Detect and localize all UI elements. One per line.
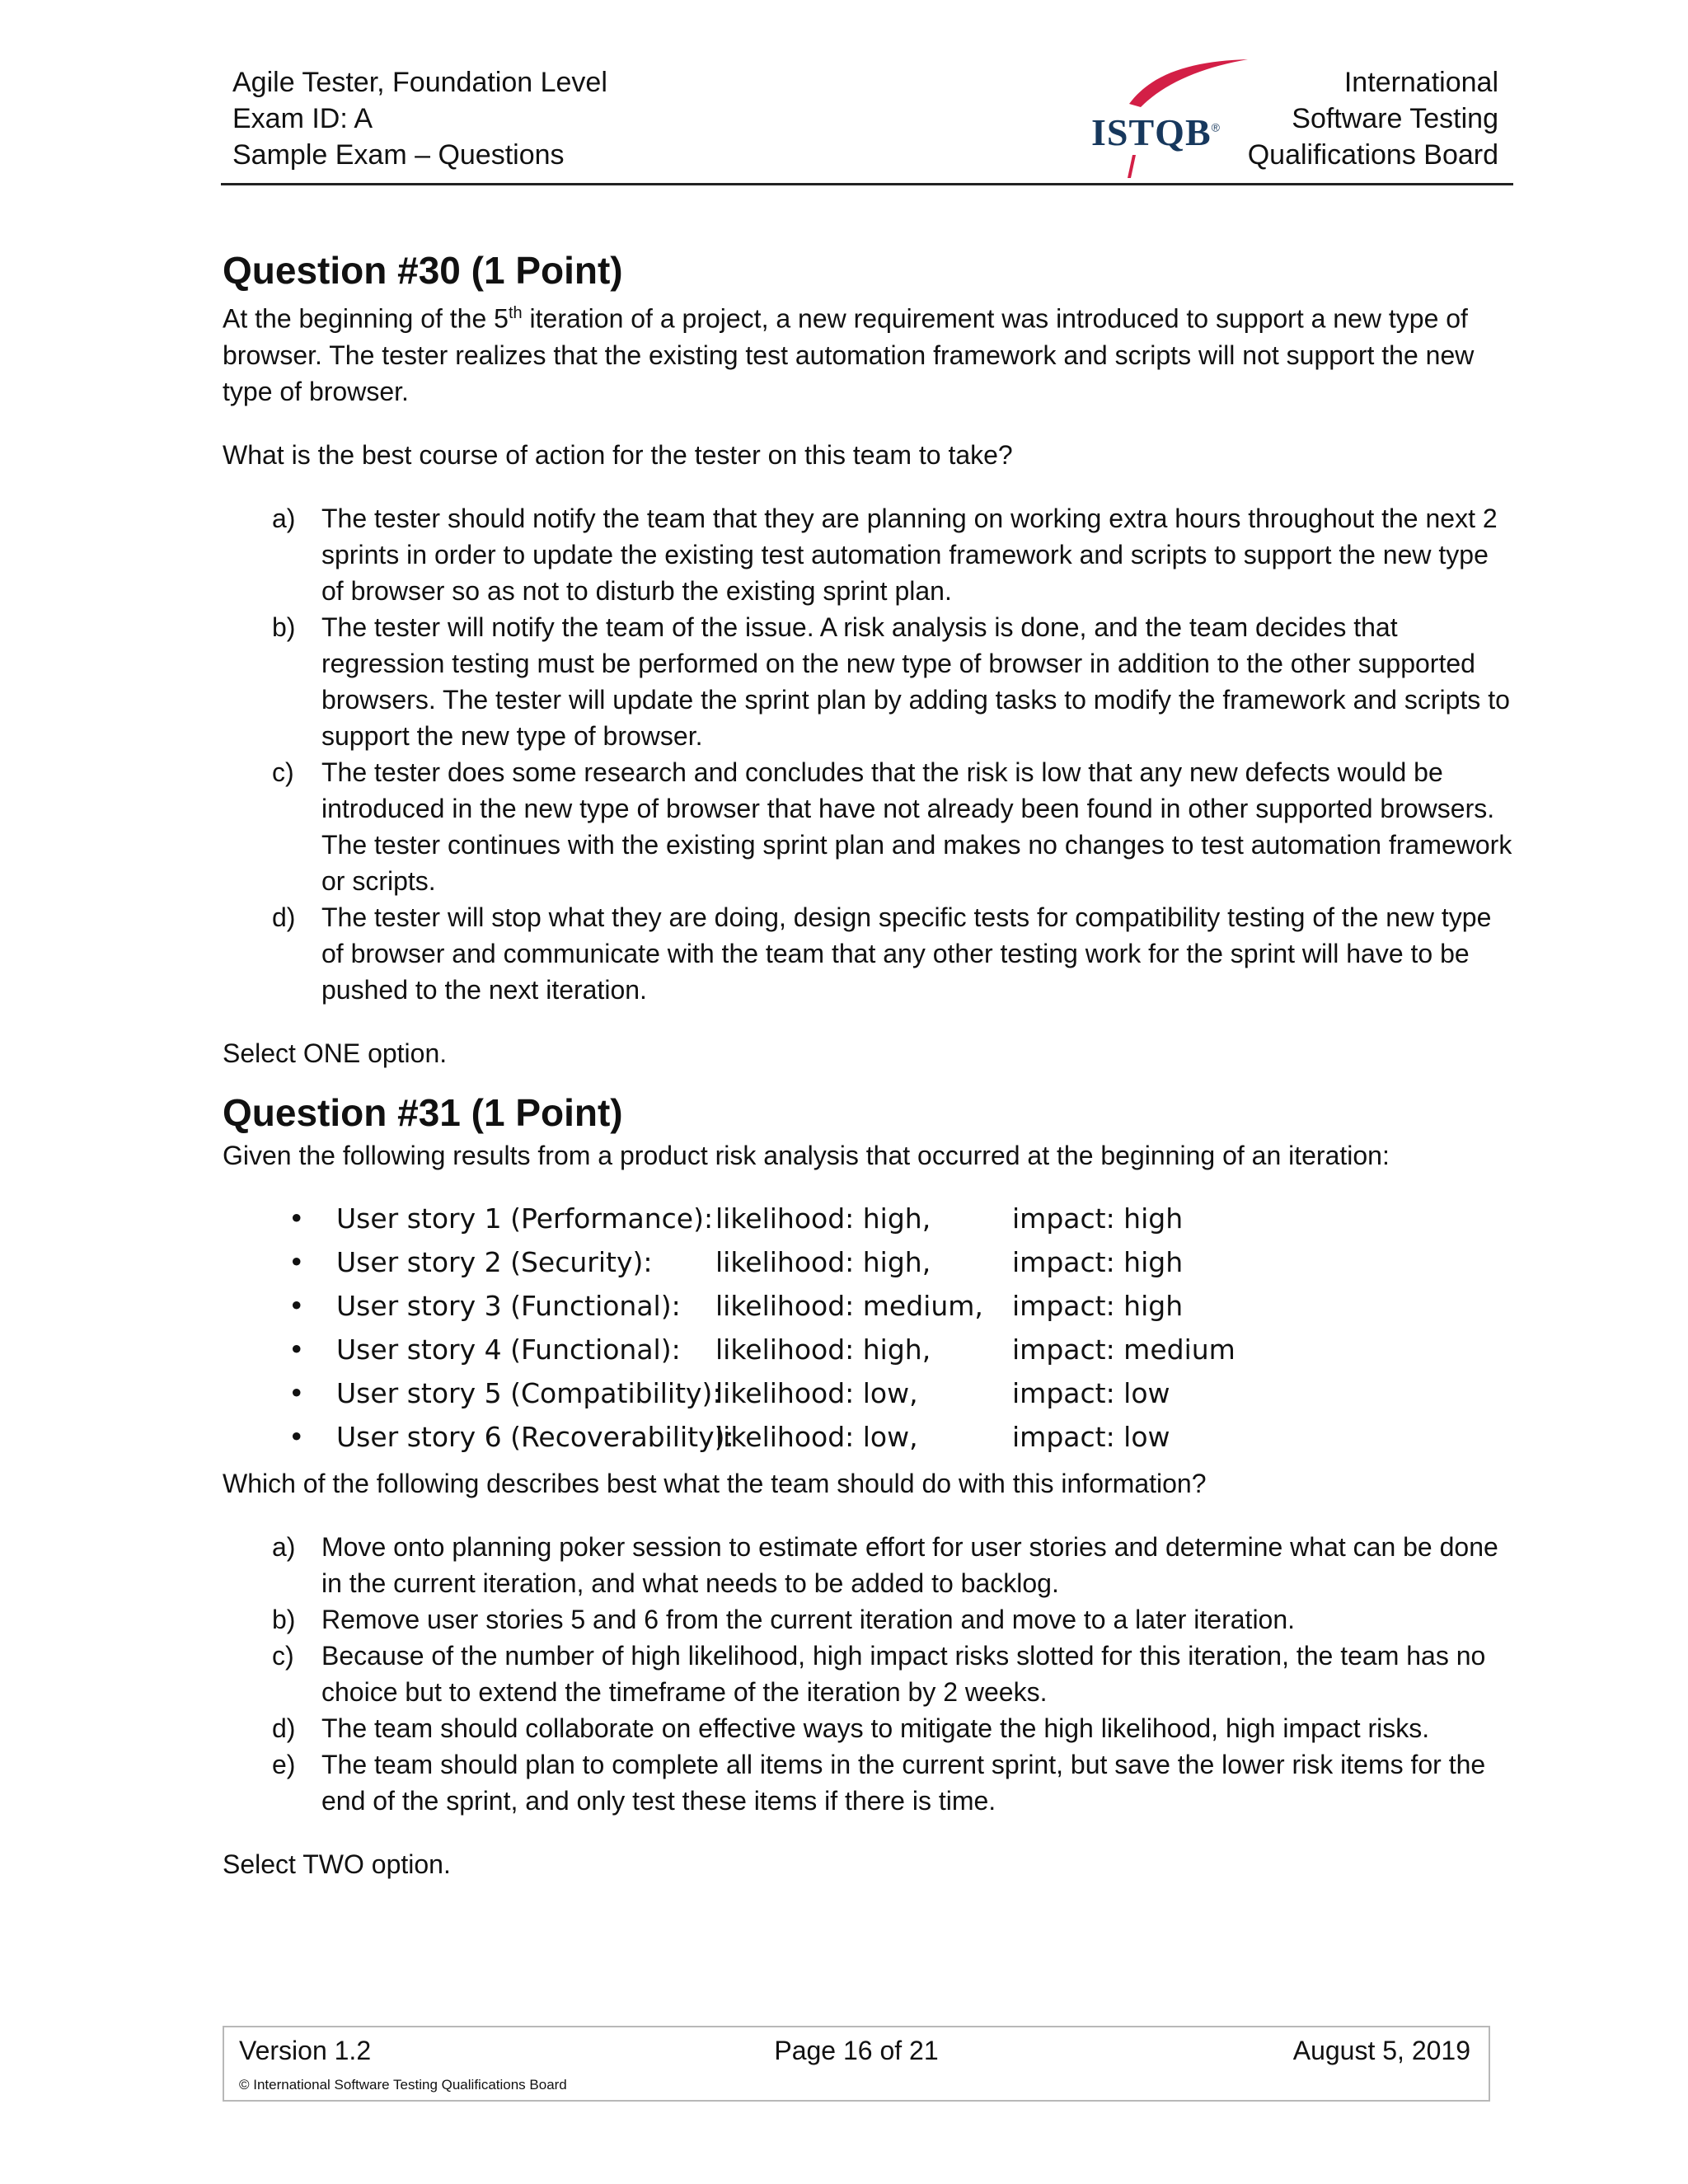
- question-31-intro: Given the following results from a product risk analysis that occurred at the beginning of an iteration:: [223, 1140, 1390, 1170]
- question-30-prompt: What is the best course of action for the tester on this team to take?: [223, 439, 1013, 470]
- question-31-instruction: Select TWO option.: [223, 1849, 451, 1879]
- header-divider: [221, 183, 1513, 185]
- footer-date: August 5, 2019: [1292, 2036, 1470, 2065]
- header-left: [232, 64, 607, 173]
- risk-item: • User story 1 (Performance): likelihood: high, impact: high: [223, 1197, 1517, 1240]
- header-right: [1248, 64, 1498, 173]
- bullet-icon: •: [288, 1333, 305, 1366]
- header-doc-type: Sample Exam – Questions: [232, 139, 565, 171]
- footer-copyright: © International Software Testing Qualifications Board: [239, 2077, 567, 2093]
- question-31-title: Question #31 (1 Point): [223, 1090, 623, 1134]
- risk-item: • User story 6 (Recoverability): likelihood: low, impact: low: [223, 1415, 1517, 1459]
- option-item: d) The tester will stop what they are doing, design specific tests for compatibility testing of the new type of browser and communicate with the team that any other testing work for the sprint will have to be pushed to the next iteration.: [272, 902, 1492, 1005]
- option-item: d) The team should collaborate on effective ways to mitigate the high likelihood, high impact risks.: [272, 1713, 1430, 1743]
- header-course-title: Agile Tester, Foundation Level: [232, 67, 607, 98]
- option-item: a) The tester should notify the team that they are planning on working extra hours throughout the next 2 sprints in order to update the existing test automation framework and scripts to support the new type of browser so as not to disturb the existing sprint plan.: [272, 503, 1498, 606]
- footer-page-number: Page 16 of 21: [774, 2036, 939, 2065]
- bullet-icon: •: [288, 1420, 305, 1453]
- question-30-title: Question #30 (1 Point): [223, 249, 623, 292]
- option-item: c) The tester does some research and concludes that the risk is low that any new defects would be introduced in the new type of browser that have not already been found in other supported browsers. The tester continues with the existing sprint plan and makes no changes to test automation framework or scripts.: [272, 757, 1512, 896]
- option-item: b) The tester will notify the team of the issue. A risk analysis is done, and the team decides that regression testing must be performed on the new type of browser in addition to the other supported browsers. The tester will update the sprint plan by adding tasks to modify the framework and scripts to support the new type of browser.: [272, 612, 1510, 751]
- question-30: [223, 246, 1517, 1071]
- option-item: b) Remove user stories 5 and 6 from the current iteration and move to a later iteration.: [272, 1604, 1296, 1634]
- page-content: [223, 246, 1517, 1882]
- bullet-icon: •: [288, 1289, 305, 1322]
- bullet-icon: •: [288, 1202, 305, 1235]
- risk-item: • User story 4 (Functional): likelihood: high, impact: medium: [223, 1328, 1517, 1371]
- question-31-options: [223, 1529, 1517, 1819]
- logo-text: ISTQB: [1091, 111, 1212, 153]
- risk-item: • User story 5 (Compatibility): likelihood: low, impact: low: [223, 1371, 1517, 1415]
- header-org-line-2: Software Testing: [1292, 103, 1498, 134]
- registered-mark: ®: [1211, 120, 1221, 134]
- question-30-options: [223, 500, 1517, 1008]
- question-31-prompt: Which of the following describes best what the team should do with this information?: [223, 1468, 1207, 1498]
- option-item: a) Move onto planning poker session to estimate effort for user stories and determine what can be done in the current iteration, and what needs to be added to backlog.: [272, 1531, 1498, 1598]
- option-item: c) Because of the number of high likelihood, high impact risks slotted for this iteration, the team has no choice but to extend the timeframe of the iteration by 2 weeks.: [272, 1640, 1486, 1707]
- footer-version: Version 1.2: [239, 2036, 372, 2065]
- header-org-line-3: Qualifications Board: [1247, 139, 1498, 171]
- question-30-instruction: Select ONE option.: [223, 1038, 448, 1068]
- option-item: e) The team should plan to complete all items in the current sprint, but save the lower risk items for the end of the sprint, and only test these items if there is time.: [272, 1749, 1486, 1816]
- bullet-icon: •: [288, 1245, 305, 1278]
- question-30-intro: At the beginning of the 5th iteration of a project, a new requirement was introduced to support a new type of browser. The tester realizes that the existing test automation framework and scripts will not support the new type of browser.: [223, 303, 1475, 406]
- risk-item: • User story 3 (Functional): likelihood: medium, impact: high: [223, 1284, 1517, 1328]
- header-exam-id: Exam ID: A: [232, 103, 373, 134]
- risk-list: [223, 1197, 1517, 1459]
- header-org-line-1: International: [1343, 67, 1498, 98]
- istqb-logo: [1086, 56, 1251, 180]
- page-footer: [223, 2026, 1490, 2102]
- question-31: [223, 1088, 1517, 1882]
- bullet-icon: •: [288, 1376, 305, 1409]
- risk-item: • User story 2 (Security): likelihood: high, impact: high: [223, 1240, 1517, 1284]
